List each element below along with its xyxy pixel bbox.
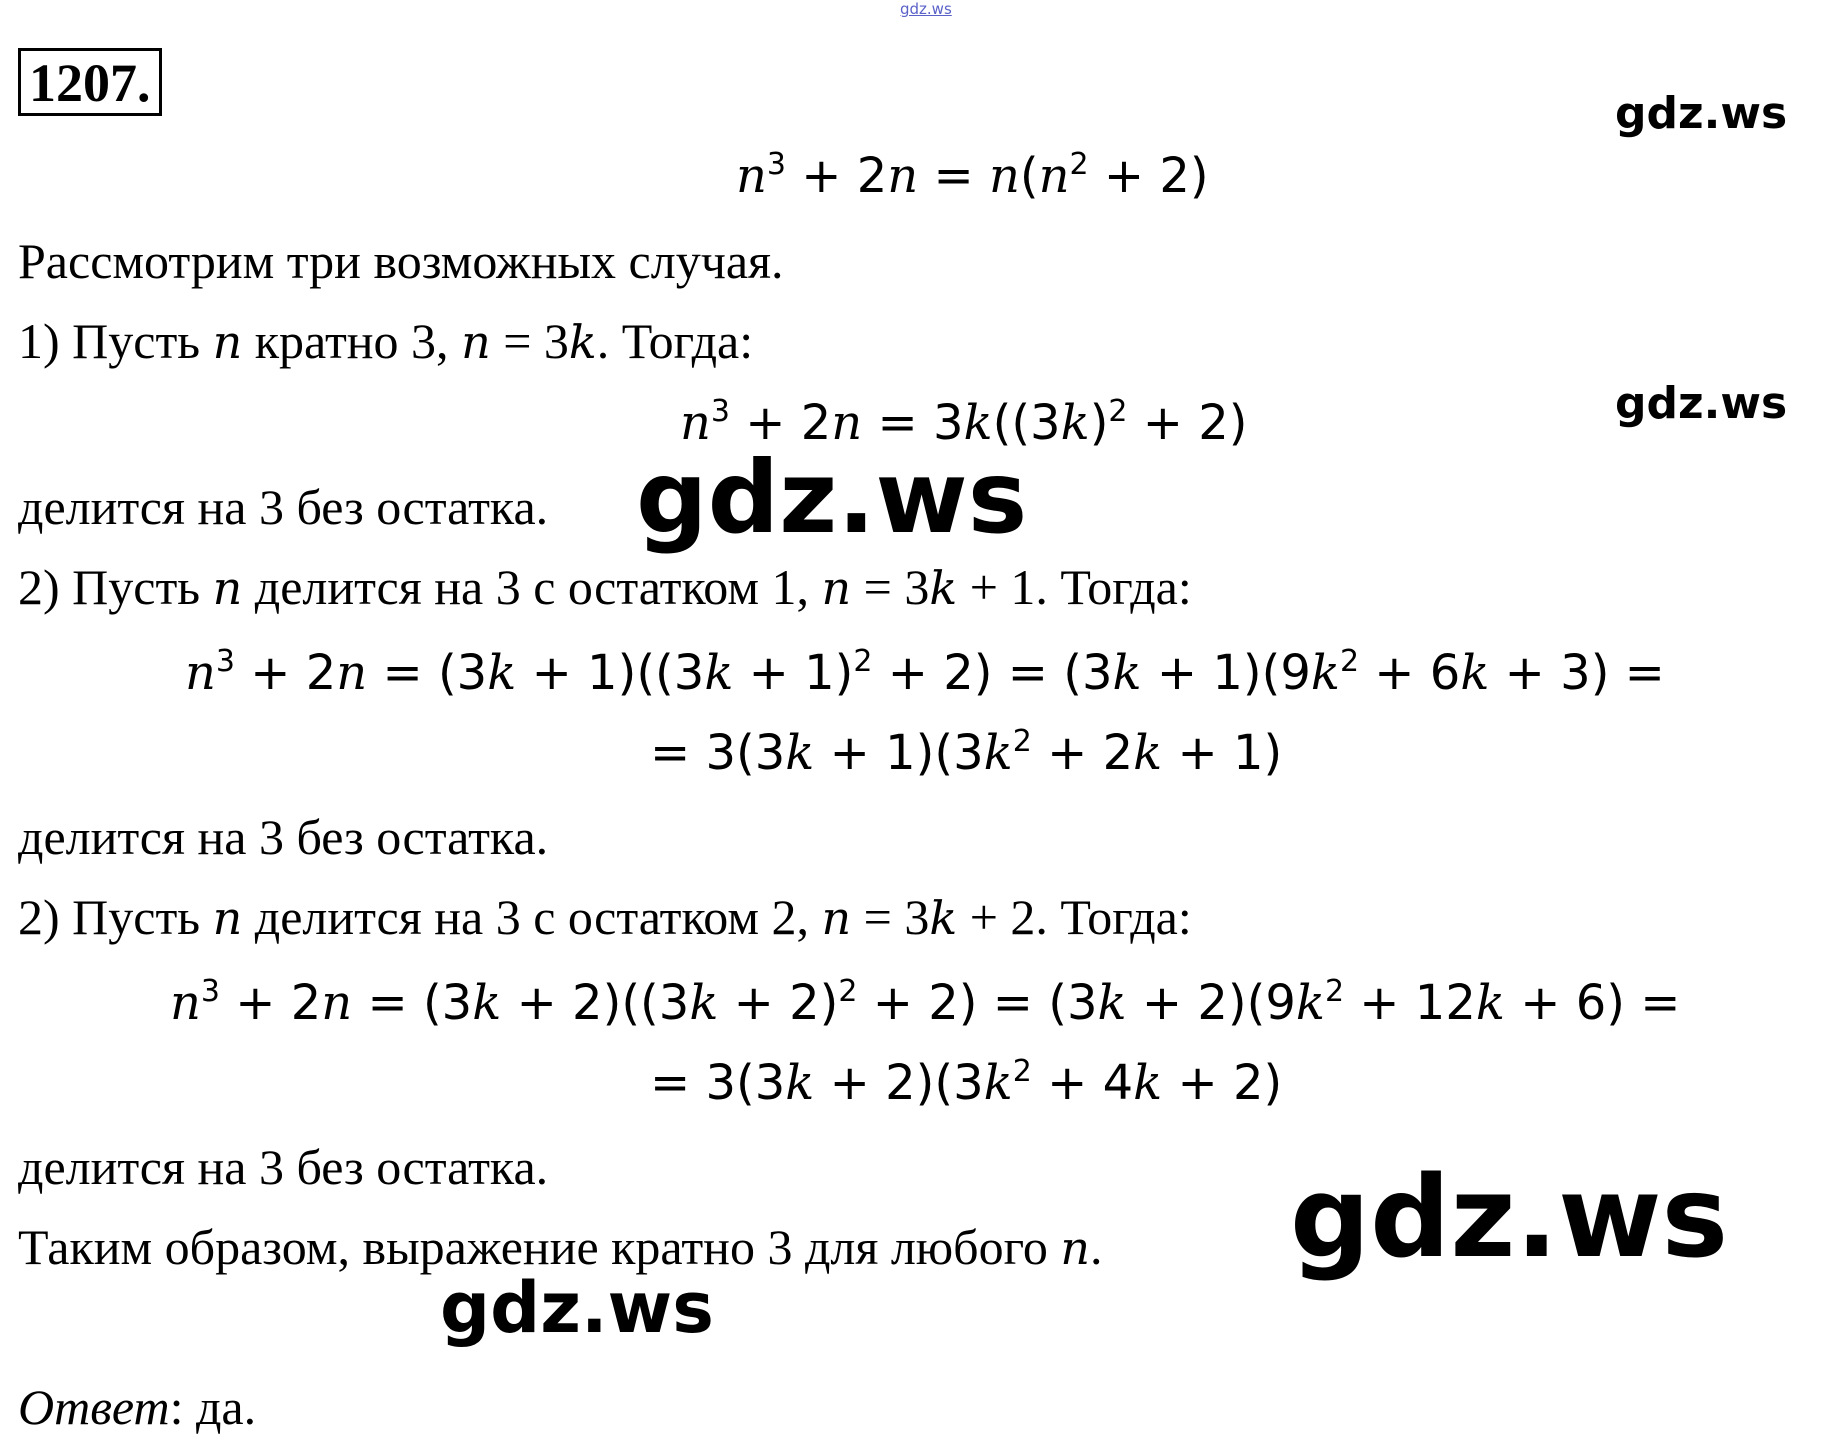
case1-formula: $n^3 + 2n = 3k((3k)^2 + 2)$	[680, 394, 1248, 451]
watermark: gdz.ws	[1615, 378, 1788, 429]
watermark: gdz.ws	[440, 1267, 714, 1349]
intro-text: Рассмотрим три возможных случая.	[18, 233, 784, 289]
case3-formula-line1: $n^3 + 2n = (3k + 2)((3k + 2)^2 + 2) = (3k + 2)(9k^2 + 12k + 6)$ =	[170, 974, 1681, 1031]
site-mark-top: gdz.ws	[900, 0, 952, 18]
watermark: gdz.ws	[1290, 1153, 1729, 1283]
answer-value: : да.	[169, 1379, 257, 1435]
case2-text: 2) Пусть n делится на 3 с остатком 1, n = 3k + 1. Тогда:	[18, 559, 1192, 615]
case3-text: 2) Пусть n делится на 3 с остатком 2, n = 3k + 2. Тогда:	[18, 889, 1192, 945]
case2-result: делится на 3 без остатка.	[18, 809, 549, 865]
case1-result: делится на 3 без остатка.	[18, 479, 549, 535]
case2-formula-line1: $n^3 + 2n = (3k + 1)((3k + 1)^2 + 2) = (3k + 1)(9k^2 + 6k + 3)$ =	[185, 644, 1665, 701]
formula-main: $n^3 + 2n = n(n^2 + 2)$	[736, 147, 1209, 204]
answer-line	[18, 1378, 256, 1436]
answer-label: Ответ	[18, 1379, 170, 1435]
watermark: gdz.ws	[636, 439, 1028, 556]
conclusion-text: Таким образом, выражение кратно 3 для любого n.	[18, 1219, 1103, 1275]
case3-formula-line2: = $3(3k + 2)(3k^2 + 4k + 2)$	[650, 1054, 1283, 1111]
case1-text: 1) Пусть n кратно 3, n = 3k. Тогда:	[18, 313, 754, 369]
watermark: gdz.ws	[1615, 88, 1788, 139]
case2-formula-line2: = $3(3k + 1)(3k^2 + 2k + 1)$	[650, 724, 1283, 781]
case3-result: делится на 3 без остатка.	[18, 1139, 549, 1195]
problem-number: 1207.	[18, 48, 162, 116]
